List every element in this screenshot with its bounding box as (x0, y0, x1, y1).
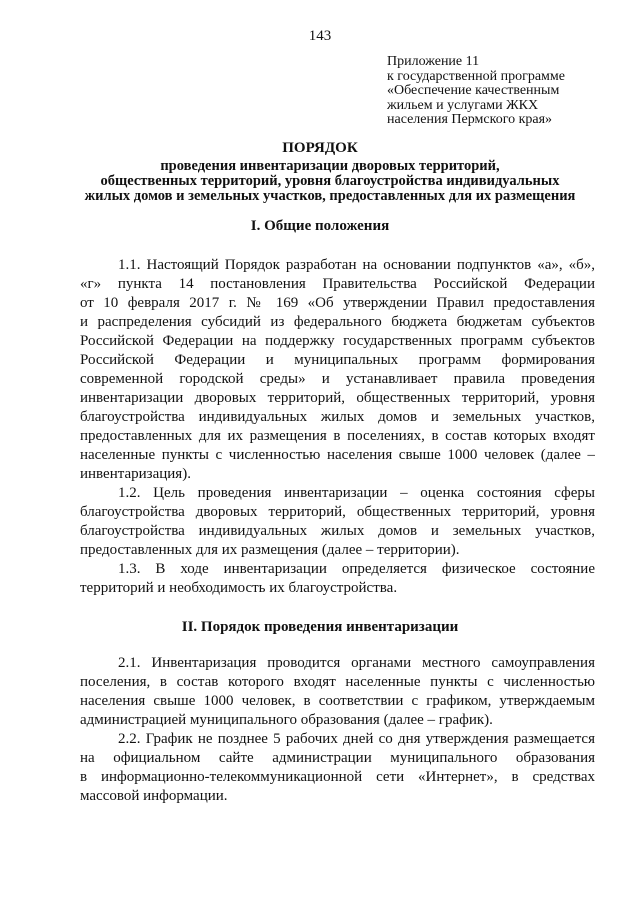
appendix-line: населения Пермского края» (387, 112, 553, 127)
paragraph-line: благоустройства индивидуальных жилых домов и земельных участков, (80, 523, 595, 539)
paragraph-line: на официальном сайте администрации муниципального образования (80, 750, 595, 766)
paragraph-line: массовой информации. (80, 788, 228, 804)
paragraph-line: инвентаризации дворовых территорий, общественных территорий, уровня (80, 390, 595, 406)
paragraph-line: современной городской среды» и устанавливает правила проведения (80, 371, 595, 387)
paragraph-2-1 (80, 654, 595, 730)
page-number: 143 (308, 28, 332, 44)
document-subtitle (60, 159, 600, 204)
paragraph-line: администрацией муниципального образования (далее – график). (80, 712, 493, 728)
appendix-note (387, 55, 627, 128)
paragraph-2-2 (80, 730, 595, 806)
paragraph-line: в информационно-телекоммуникационной сети «Интернет», в средствах (80, 769, 595, 785)
appendix-line: «Обеспечение качественным (387, 83, 560, 98)
paragraph-line: 1.2. Цель проведения инвентаризации – оценка состояния сферы (118, 485, 595, 501)
paragraph-1-3 (80, 560, 595, 598)
paragraph-1-1 (80, 256, 595, 484)
section-heading-procedure: II. Порядок проведения инвентаризации (181, 619, 459, 635)
paragraph-line: Российской Федерации и муниципальных программ формирования (80, 352, 595, 368)
subtitle-line: жилых домов и земельных участков, предоставленных для их размещения (84, 188, 576, 204)
paragraph-line: территорий и необходимость их благоустройства. (80, 580, 398, 596)
appendix-line: жильем и услугами ЖКХ (387, 97, 539, 113)
subtitle-line: проведения инвентаризации дворовых территорий, (160, 158, 500, 174)
paragraph-line: и распределения субсидий из федерального бюджета бюджетам субъектов (80, 314, 595, 330)
paragraph-line: поселения, в состав которого входят населенные пункты с численностью (80, 674, 595, 690)
paragraph-line: «г» пункта 14 постановления Правительства Российской Федерации (80, 276, 595, 292)
paragraph-line: населения свыше 1000 человек, в соответствии с графиком, утверждаемым (80, 693, 595, 709)
paragraph-line: 2.1. Инвентаризация проводится органами местного самоуправления (118, 655, 595, 671)
paragraph-line: 1.1. Настоящий Порядок разработан на основании подпунктов «а», «б», (118, 257, 595, 273)
paragraph-line: населенные пункты с численностью населения свыше 1000 человек (далее – (80, 447, 595, 463)
appendix-line: Приложение 11 (387, 54, 480, 69)
paragraph-1-2 (80, 484, 595, 560)
paragraph-line: 1.3. В ходе инвентаризации определяется физическое состояние (118, 561, 595, 577)
section-heading-general: I. Общие положения (250, 218, 390, 234)
paragraph-line: благоустройства дворовых территорий, общественных территорий, уровня (80, 504, 595, 520)
paragraph-line: предоставленных для их размещения (далее – территории). (80, 542, 460, 558)
paragraph-line: от 10 февраля 2017 г. № 169 «Об утверждении Правил предоставления (80, 295, 595, 311)
paragraph-line: инвентаризация). (80, 466, 191, 482)
appendix-line: к государственной программе (387, 68, 565, 84)
paragraph-line: 2.2. График не позднее 5 рабочих дней со дня утверждения размещается (118, 731, 595, 747)
paragraph-line: благоустройства индивидуальных жилых домов и земельных участков, (80, 409, 595, 425)
document-title: ПОРЯДОК (282, 140, 358, 156)
paragraph-line: Российской Федерации на поддержку государственных программ субъектов (80, 333, 595, 349)
paragraph-line: предоставленных для их размещения в поселениях, в состав которых входят (80, 428, 595, 444)
subtitle-line: общественных территорий, уровня благоустройства индивидуальных (100, 173, 560, 189)
